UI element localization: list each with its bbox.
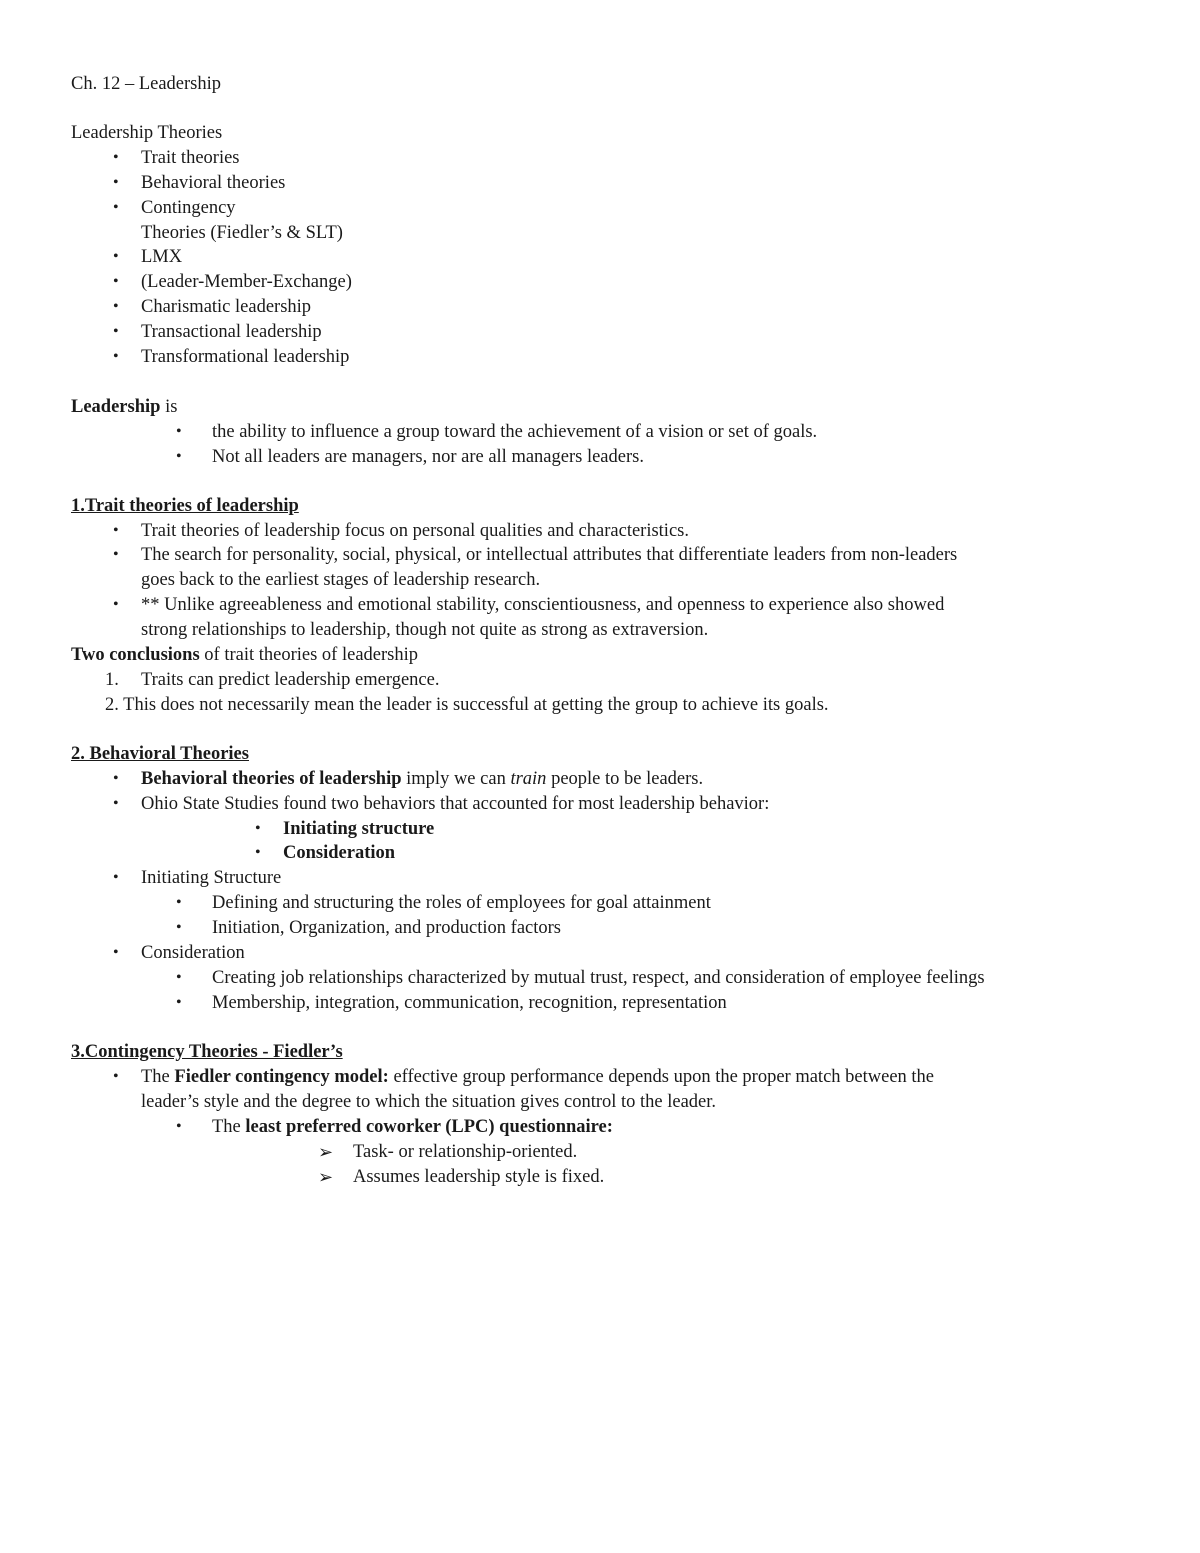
list-item-continuation: Theories (Fiedler’s & SLT)	[141, 223, 343, 243]
list-item: Task- or relationship-oriented.	[353, 1142, 578, 1162]
list-item: Behavioral theories	[141, 173, 286, 193]
bullet-icon: •	[176, 448, 182, 465]
bullet-icon: •	[176, 994, 182, 1011]
list-item: Initiating Structure	[141, 868, 282, 888]
bullet-icon: •	[113, 770, 119, 787]
behavioral-italic: train	[510, 769, 547, 789]
contingency-rest: effective group performance depends upon the proper match between the	[388, 1067, 935, 1087]
list-item: Trait theories	[141, 148, 240, 168]
conclusions-bold: Two conclusions	[71, 645, 200, 665]
numbered-item: 2. This does not necessarily mean the leader is successful at getting the group to achieve its goals.	[105, 695, 829, 715]
conclusions-rest: of trait theories of leadership	[199, 645, 418, 665]
conclusions-line	[71, 643, 418, 667]
arrow-bullet-icon: ➢	[318, 1167, 334, 1187]
bullet-icon: •	[176, 423, 182, 440]
list-item: Ohio State Studies found two behaviors that accounted for most leadership behavior:	[141, 794, 770, 814]
behavioral-bold: Behavioral theories of leadership	[141, 769, 402, 789]
list-item: Defining and structuring the roles of employees for goal attainment	[212, 893, 711, 913]
bullet-icon: •	[113, 869, 119, 886]
lpc-bold: least preferred coworker (LPC) questionnaire:	[245, 1117, 613, 1137]
behavioral-text: imply we can	[401, 769, 511, 789]
list-item-continuation: goes back to the earliest stages of leadership research.	[141, 570, 541, 590]
list-item: Creating job relationships characterized by mutual trust, respect, and consideration of employee feelings	[212, 968, 985, 988]
bullet-icon: •	[176, 1118, 182, 1135]
theories-heading: Leadership Theories	[71, 123, 223, 143]
definition-line	[71, 395, 177, 419]
bullet-icon: •	[113, 795, 119, 812]
list-item	[141, 1065, 934, 1089]
list-item	[141, 767, 703, 791]
bullet-icon: •	[113, 546, 119, 563]
bullet-icon: •	[255, 820, 261, 837]
lpc-pre: The	[212, 1117, 246, 1137]
bullet-icon: •	[113, 1068, 119, 1085]
list-item: Consideration	[141, 943, 245, 963]
numbered-item: Traits can predict leadership emergence.	[141, 670, 440, 690]
list-item-continuation: leader’s style and the degree to which the situation gives control to the leader.	[141, 1092, 717, 1112]
list-item: Charismatic leadership	[141, 297, 312, 317]
bullet-icon: •	[113, 199, 119, 216]
contingency-pre: The	[141, 1067, 175, 1087]
bullet-icon: •	[113, 298, 119, 315]
definition-term: Leadership	[71, 397, 161, 417]
bullet-icon: •	[113, 273, 119, 290]
list-item: Assumes leadership style is fixed.	[353, 1167, 605, 1187]
page-title: Ch. 12 – Leadership	[71, 74, 222, 94]
bullet-icon: •	[113, 348, 119, 365]
bullet-icon: •	[176, 894, 182, 911]
list-item: Not all leaders are managers, nor are all managers leaders.	[212, 447, 644, 467]
list-item: LMX	[141, 247, 183, 267]
section-heading-trait: 1.Trait theories of leadership	[71, 496, 299, 516]
bullet-icon: •	[176, 919, 182, 936]
bullet-icon: •	[113, 174, 119, 191]
list-item: The search for personality, social, physical, or intellectual attributes that differentiate leaders from non-leaders	[141, 545, 958, 565]
section-heading-contingency: 3.Contingency Theories - Fiedler’s	[71, 1042, 343, 1062]
list-item: Membership, integration, communication, recognition, representation	[212, 993, 727, 1013]
list-item	[212, 1115, 613, 1139]
bullet-icon: •	[113, 522, 119, 539]
bullet-icon: •	[113, 944, 119, 961]
bullet-icon: •	[113, 596, 119, 613]
list-item: Transformational leadership	[141, 347, 350, 367]
list-item: Trait theories of leadership focus on personal qualities and characteristics.	[141, 521, 689, 541]
list-item: Consideration	[283, 843, 396, 863]
list-item: ** Unlike agreeableness and emotional stability, conscientiousness, and openness to experience also showed	[141, 595, 945, 615]
list-item: Transactional leadership	[141, 322, 322, 342]
list-item-continuation: strong relationships to leadership, though not quite as strong as extraversion.	[141, 620, 709, 640]
list-item: Initiating structure	[283, 819, 435, 839]
arrow-bullet-icon: ➢	[318, 1142, 334, 1162]
section-heading-behavioral: 2. Behavioral Theories	[71, 744, 249, 764]
behavioral-text-end: people to be leaders.	[546, 769, 704, 789]
contingency-bold: Fiedler contingency model:	[174, 1067, 389, 1087]
bullet-icon: •	[113, 149, 119, 166]
definition-is: is	[160, 397, 178, 417]
list-item: (Leader-Member-Exchange)	[141, 272, 352, 292]
list-number: 1.	[105, 670, 119, 690]
list-item: Contingency	[141, 198, 236, 218]
bullet-icon: •	[113, 248, 119, 265]
bullet-icon: •	[255, 844, 261, 861]
bullet-icon: •	[113, 323, 119, 340]
list-item: the ability to influence a group toward the achievement of a vision or set of goals.	[212, 422, 818, 442]
bullet-icon: •	[176, 969, 182, 986]
list-item: Initiation, Organization, and production factors	[212, 918, 562, 938]
